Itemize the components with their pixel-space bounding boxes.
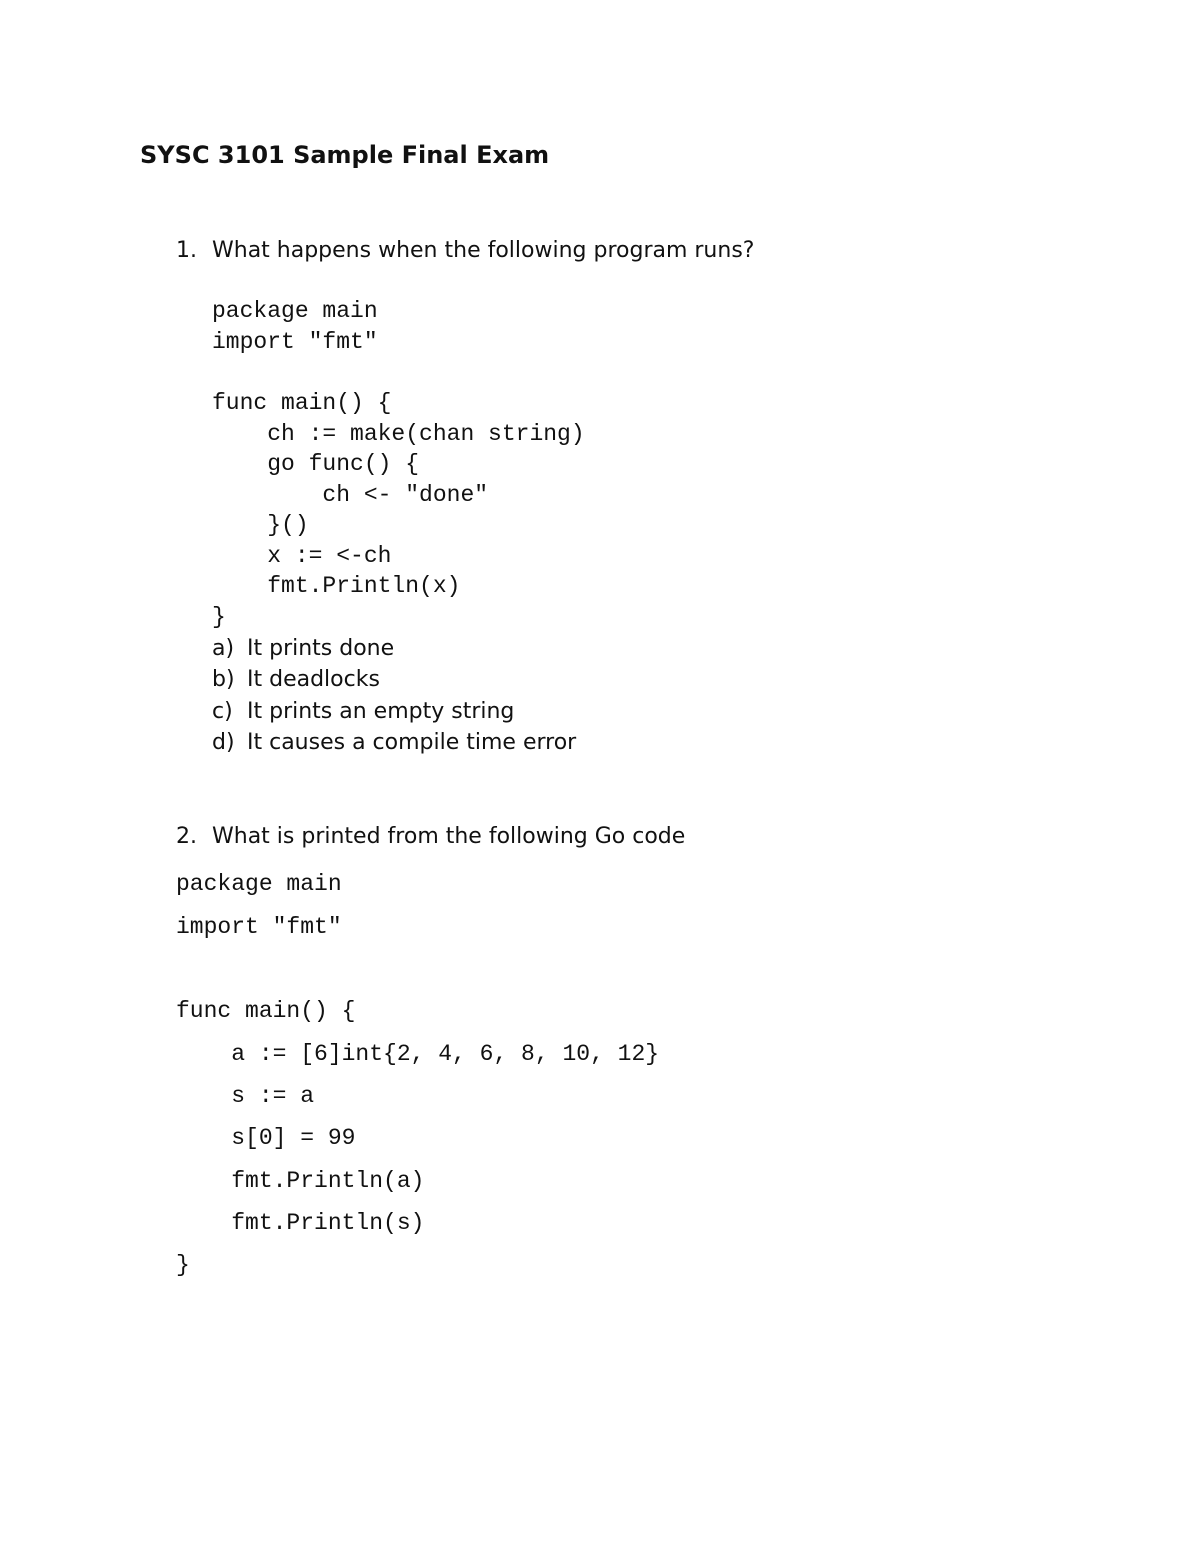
q1-code-line: } — [212, 604, 226, 630]
q2-code-line: func main() { — [176, 998, 356, 1024]
question-2-text: What is printed from the following Go code — [212, 824, 686, 849]
q1-code-line: }() — [212, 512, 309, 538]
option-b-text: It deadlocks — [247, 667, 380, 692]
q2-code-line: s := a — [176, 1083, 315, 1109]
q2-code-line: fmt.Println(s) — [176, 1210, 425, 1236]
option-a-text: It prints done — [247, 636, 395, 661]
question-1-text: What happens when the following program runs? — [212, 238, 755, 263]
q2-code-line: package main — [176, 871, 342, 897]
q1-code-line: x := <-ch — [212, 543, 392, 569]
q1-code-line: package main — [212, 298, 378, 324]
q1-code-line: ch <- "done" — [212, 482, 489, 508]
q1-code-line: ch := make(chan string) — [212, 421, 585, 447]
option-c-letter: c) — [212, 699, 233, 724]
q2-code-line: s[0] = 99 — [176, 1125, 356, 1151]
option-a-letter: a) — [212, 636, 235, 661]
page-title: SYSC 3101 Sample Final Exam — [140, 141, 550, 169]
q2-code-line: import "fmt" — [176, 914, 342, 940]
q2-code-line: } — [176, 1252, 190, 1278]
q1-code-line: func main() { — [212, 390, 392, 416]
question-1-number: 1. — [176, 238, 197, 263]
q1-code-line: go func() { — [212, 451, 420, 477]
option-d-letter: d) — [212, 730, 235, 755]
question-2-number: 2. — [176, 824, 197, 849]
option-c-text: It prints an empty string — [247, 699, 515, 724]
q2-code-line: a := [6]int{2, 4, 6, 8, 10, 12} — [176, 1041, 660, 1067]
q1-code-line: fmt.Println(x) — [212, 573, 461, 599]
q2-code-line: fmt.Println(a) — [176, 1168, 425, 1194]
option-d-text: It causes a compile time error — [247, 730, 577, 755]
q1-code-line: import "fmt" — [212, 329, 378, 355]
option-b-letter: b) — [212, 667, 235, 692]
